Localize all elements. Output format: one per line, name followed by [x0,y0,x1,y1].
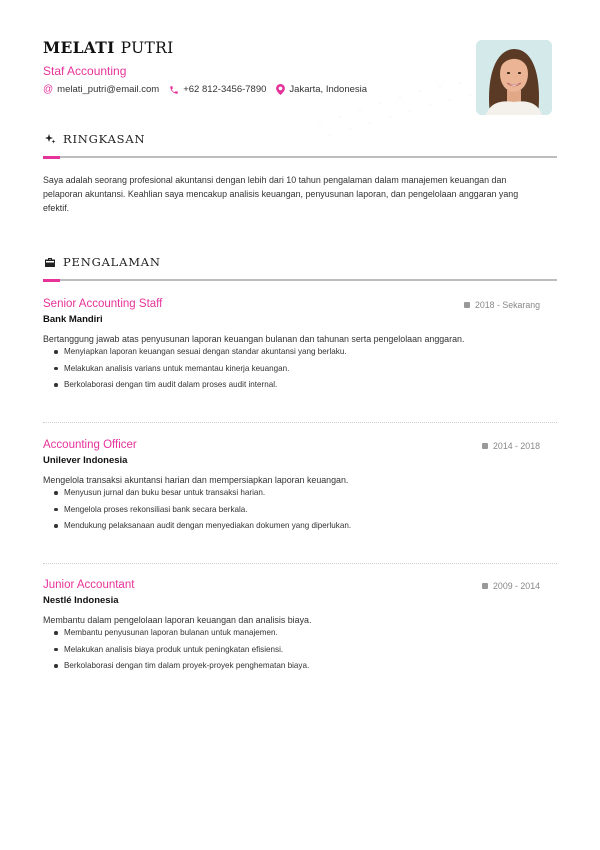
contact-email[interactable] [43,84,159,95]
job-entry-company: Unilever Indonesia [43,455,128,466]
job-entry-title: Accounting Officer [43,439,137,451]
job-entry-description: Membantu dalam pengelolaan laporan keuangan dan analisis biaya. [43,615,312,625]
summary-text: Saya adalah seorang profesional akuntansi dengan lebih dari 10 tahun pengalaman dalam manajemen keuangan dan pelaporan akuntansi. Keahlian saya mencakup analisis keuangan, penyusunan laporan, dan pengelolaan anggaran yang efektif. [43,175,519,213]
phone-icon [169,85,179,95]
list-item: Menyusun jurnal dan buku besar untuk transaksi harian. [43,487,557,498]
list-item: Berkolaborasi dengan tim audit dalam proses audit internal. [43,379,557,390]
contact-location [276,84,367,95]
job-entry-description: Bertanggung jawab atas penyusunan laporan keuangan bulanan dan tahunan serta pengelolaan anggaran. [43,334,465,344]
job-entry-company: Bank Mandiri [43,314,103,325]
experience-divider [43,279,557,281]
summary-section-header [43,132,145,146]
job-divider [43,422,557,423]
list-item: Melakukan analisis biaya produk untuk peningkatan efisiensi. [43,644,557,655]
briefcase-icon [43,256,56,269]
list-item: Menyiapkan laporan keuangan sesuai dengan standar akuntansi yang berlaku. [43,346,557,357]
email-text: melati_putri@email.com [57,84,160,95]
job-entry [43,439,557,537]
list-item: Berkolaborasi dengan tim dalam proyek-proyek penghematan biaya. [43,660,557,671]
experience-title: PENGALAMAN [63,255,161,269]
job-title: Staf Accounting [43,64,127,78]
at-sign-icon: @ [43,84,54,95]
job-entry-title: Senior Accounting Staff [43,298,163,310]
sparkle-icon [43,133,56,146]
job-entry-description: Mengelola transaksi akuntansi harian dan mempersiapkan laporan keuangan. [43,475,349,485]
first-name: MELATI [43,38,115,57]
summary-title: RINGKASAN [63,132,146,146]
job-entry-period: 2014 - 2018 [482,441,540,451]
list-item: Melakukan analisis varians untuk memantau kinerja keuangan. [43,363,557,374]
job-entry-period: 2009 - 2014 [482,581,540,591]
calendar-icon [482,583,488,589]
job-entry-bullets [43,487,557,531]
job-divider [43,563,557,564]
map-pin-icon [276,84,285,95]
last-name: PUTRI [120,39,174,57]
calendar-icon [464,302,470,308]
list-item: Mengelola proses rekonsiliasi bank secara berkala. [43,504,557,515]
phone-text: +62 812-3456-7890 [183,84,267,95]
job-entry [43,298,557,396]
calendar-icon [482,443,488,449]
list-item: Membantu penyusunan laporan bulanan untuk manajemen. [43,627,557,638]
experience-section-header [43,255,161,269]
job-entry [43,579,557,677]
full-name [43,38,174,57]
summary-divider [43,156,557,158]
location-text: Jakarta, Indonesia [289,84,368,95]
contact-info [43,84,377,95]
job-entry-bullets [43,346,557,390]
contact-phone[interactable] [169,84,266,95]
job-entry-company: Nestlé Indonesia [43,595,119,606]
job-entry-period: 2018 - Sekarang [464,300,540,310]
decorative-dot-pattern [300,55,600,145]
profile-photo [476,40,552,115]
job-entry-bullets [43,627,557,671]
job-entry-title: Junior Accountant [43,579,135,591]
list-item: Mendukung pelaksanaan audit dengan menyediakan dokumen yang diperlukan. [43,520,557,531]
